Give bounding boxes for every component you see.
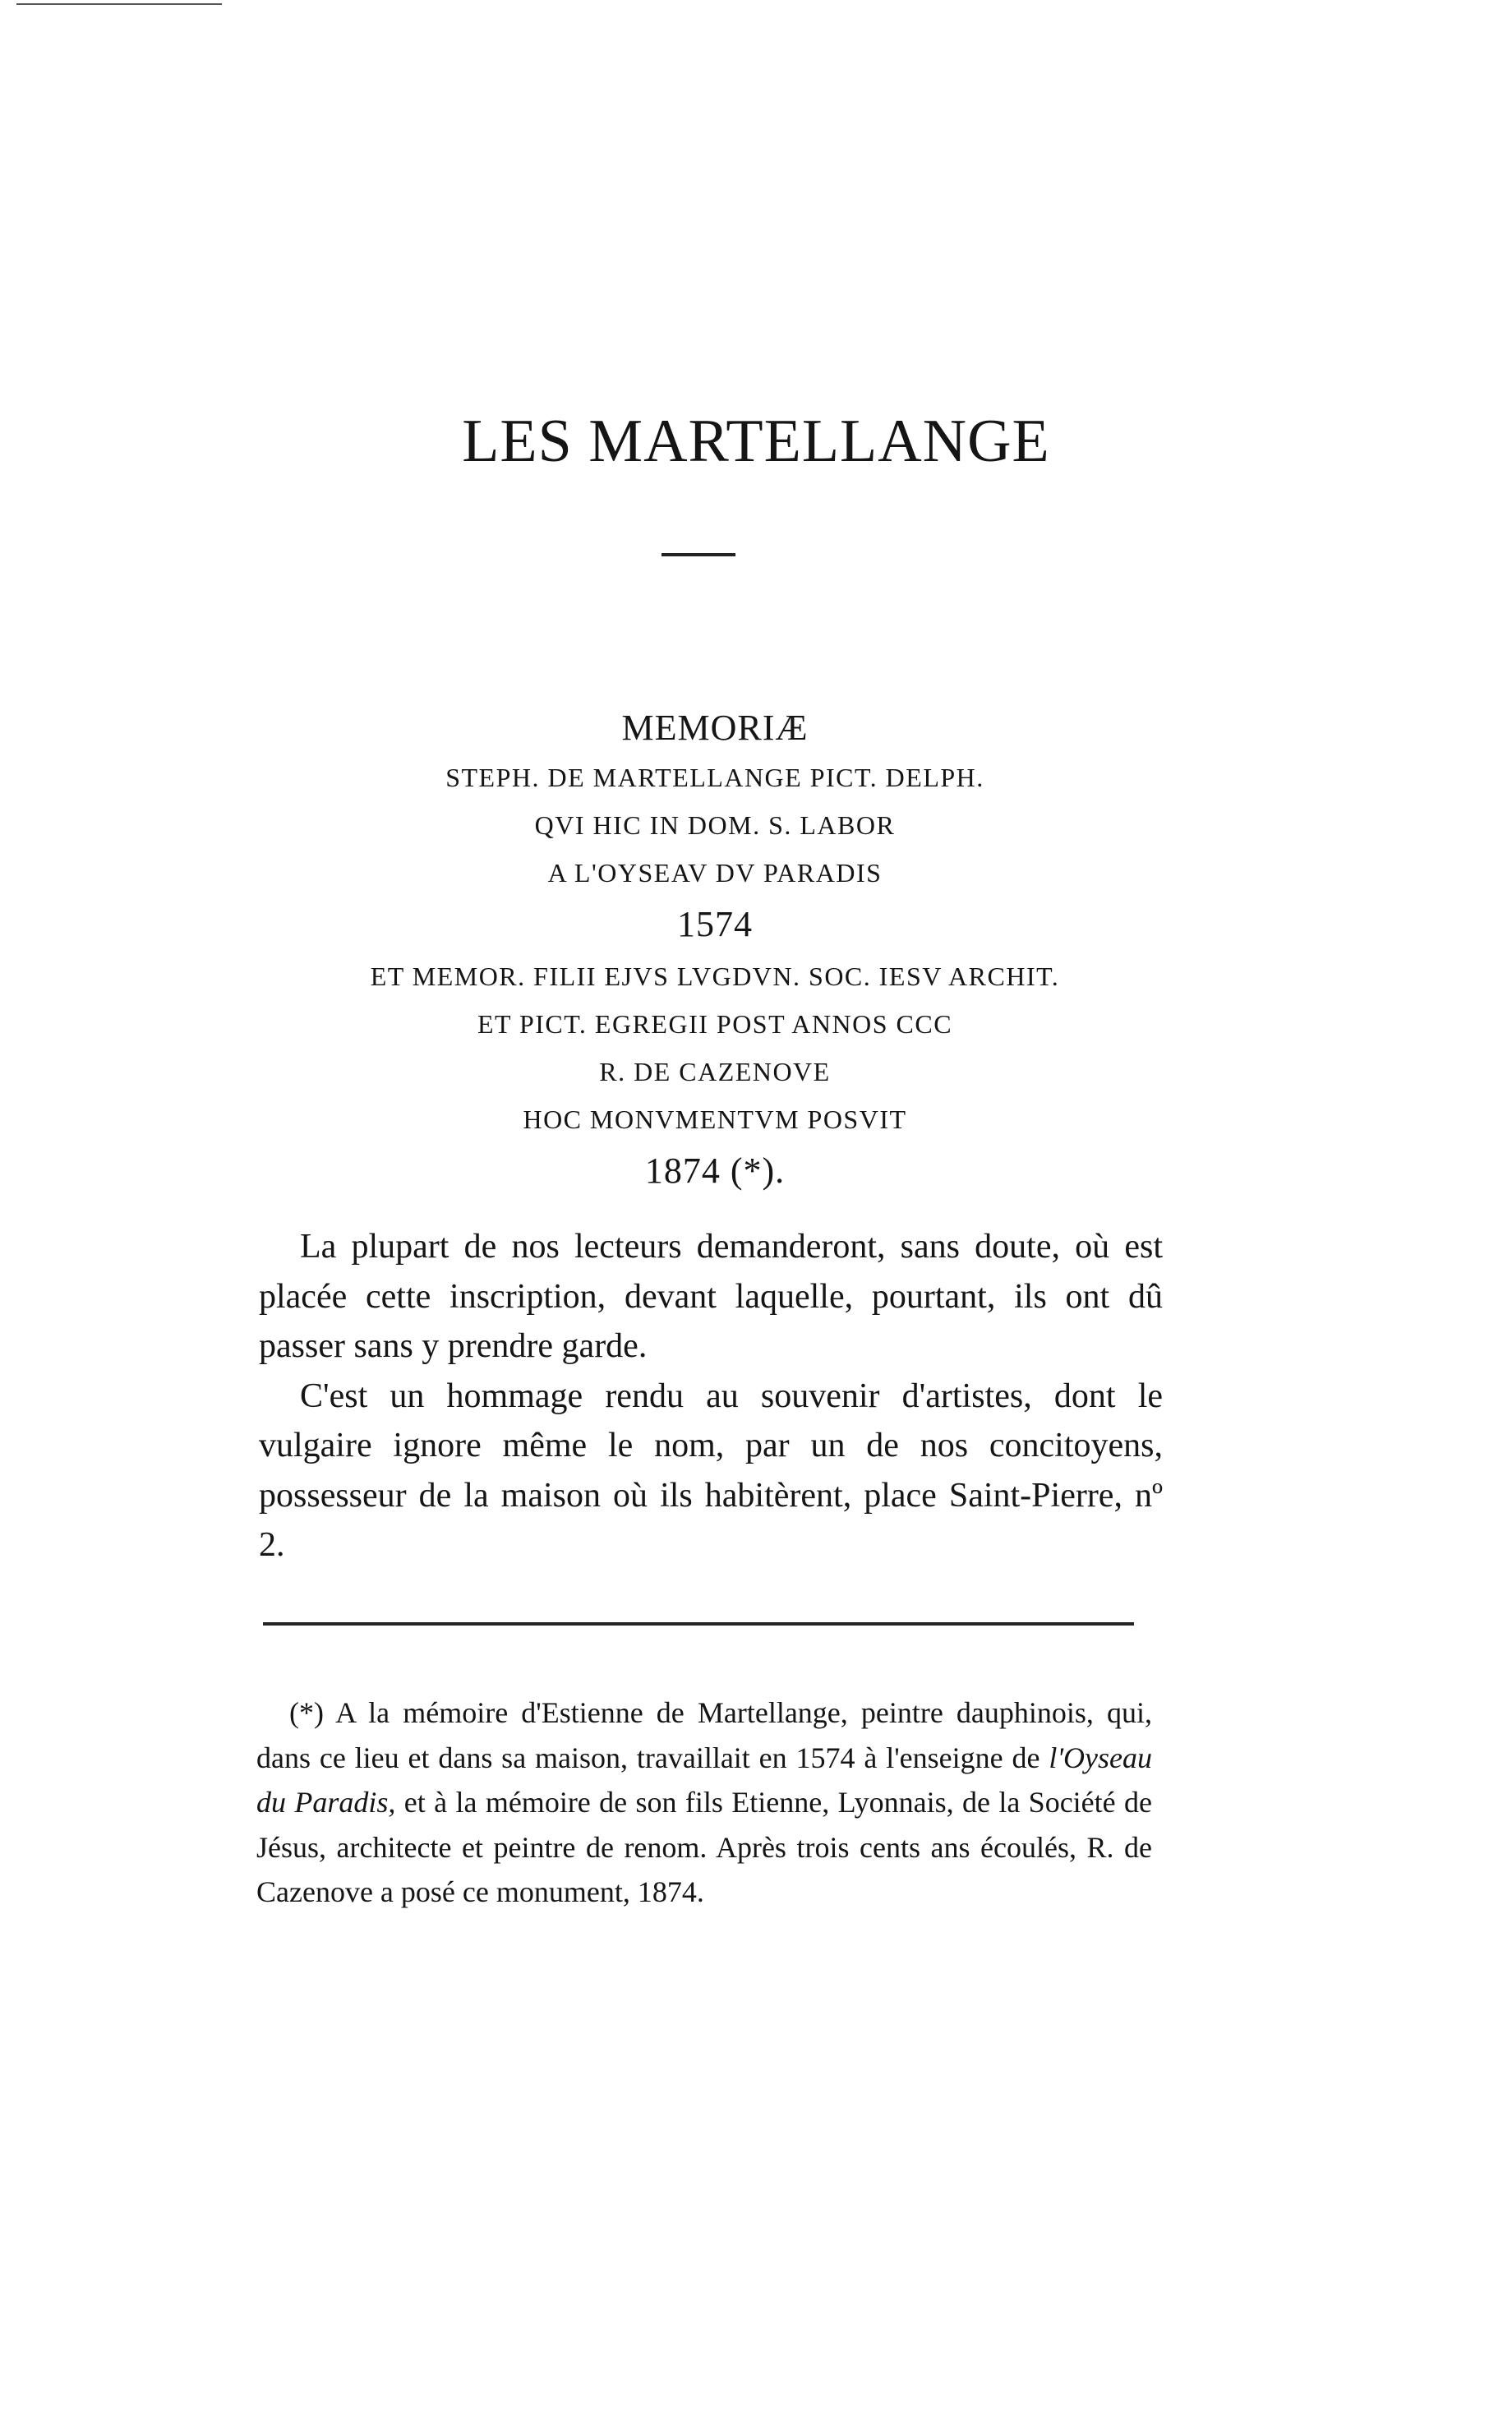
footnote-text: (*) A la mémoire d'Estienne de Martellange, peintre dauphinois, qui, dans ce lieu et dans sa maison, travaillait en 1574 à l'enseigne de	[256, 1696, 1152, 1774]
inscription-line: ET PICT. EGREGII POST ANNOS CCC	[477, 1009, 953, 1039]
inscription-line: 1574	[677, 904, 753, 944]
paragraph: La plupart de nos lecteurs demanderont, sans doute, où est placée cette inscription, devant laquelle, pourtant, ils ont dû passer sans y prendre garde.	[259, 1228, 1163, 1365]
inscription-line: HOC MONVMENTVM POSVIT	[523, 1105, 907, 1134]
inscription-line: STEPH. DE MARTELLANGE PICT. DELPH.	[445, 763, 984, 792]
inscription-line: R. DE CAZENOVE	[599, 1057, 831, 1086]
top-edge-rule	[16, 3, 222, 5]
inscription-line: MEMORIÆ	[621, 708, 809, 748]
inscription-line: 1874 (*).	[644, 1151, 786, 1191]
inscription-block	[230, 703, 1200, 1199]
page-title: LES MARTELLANGE	[462, 408, 1050, 475]
inscription-line: QVI HIC IN DOM. S. LABOR	[534, 810, 896, 840]
inscription-line: A L'OYSEAV DV PARADIS	[547, 858, 883, 888]
paragraph: C'est un hommage rendu au souvenir d'artistes, dont le vulgaire ignore même le nom, par un de nos concitoyens, possesseur de la maison où ils habitèrent, place Saint-Pierre, nº 2.	[259, 1377, 1163, 1564]
footnote	[256, 1690, 1152, 1915]
body-text	[259, 1222, 1163, 1570]
title-divider	[662, 553, 735, 556]
inscription-line: ET MEMOR. FILII EJVS LVGDVN. SOC. IESV ARCHIT.	[370, 962, 1060, 991]
footnote-italic-text: l'Oyseau du Paradis,	[256, 1741, 1152, 1819]
footnote-divider	[263, 1622, 1134, 1626]
footnote-text: et à la mémoire de son fils Etienne, Lyonnais, de la Société de Jésus, architecte et peintre de renom. Après trois cents ans écoulés, R. de Cazenove a posé ce monument, 1874.	[256, 1786, 1152, 1908]
